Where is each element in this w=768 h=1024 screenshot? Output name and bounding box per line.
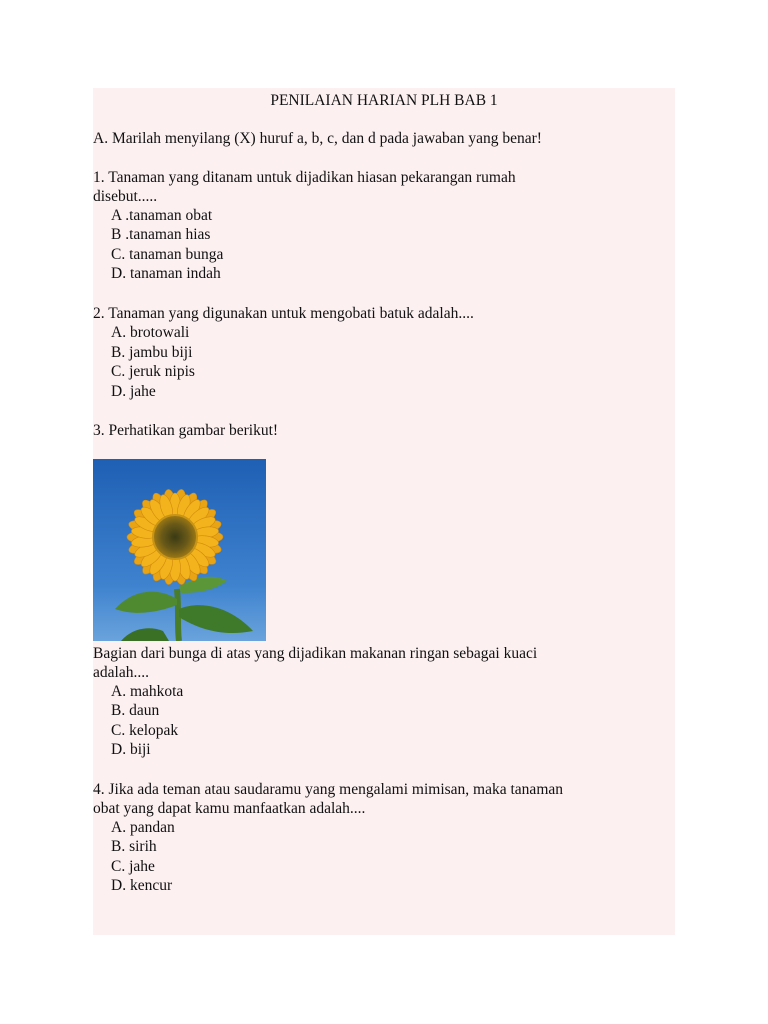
question-2-text: 2. Tanaman yang digunakan untuk mengobati batuk adalah.... <box>93 305 474 322</box>
question-3-option-b: B. daun <box>111 702 160 719</box>
question-3-text-cont-2: adalah.... <box>93 664 149 681</box>
question-1-text-cont: disebut..... <box>93 188 158 205</box>
question-3-option-c: C. kelopak <box>111 722 179 739</box>
instruction: A. Marilah menyilang (X) huruf a, b, c, dan d pada jawaban yang benar! <box>93 130 542 147</box>
question-3-text: 3. Perhatikan gambar berikut! <box>93 422 279 439</box>
question-4-option-c: C. jahe <box>111 858 155 875</box>
question-2-option-c: C. jeruk nipis <box>111 363 195 380</box>
question-2-option-d: D. jahe <box>111 383 156 400</box>
sunflower-photo <box>93 459 266 641</box>
question-4-option-d: D. kencur <box>111 877 173 894</box>
question-1-option-b: B .tanaman hias <box>111 226 211 243</box>
question-4-option-b: B. sirih <box>111 838 157 855</box>
question-4-text-cont: obat yang dapat kamu manfaatkan adalah.... <box>93 800 366 817</box>
question-1-option-c: C. tanaman bunga <box>111 246 224 263</box>
question-3-option-d: D. biji <box>111 741 151 758</box>
question-1-option-d: D. tanaman indah <box>111 265 221 282</box>
question-3-option-a: A. mahkota <box>111 683 184 700</box>
worksheet-page <box>93 88 675 935</box>
question-4-option-a: A. pandan <box>111 819 175 836</box>
question-4-text: 4. Jika ada teman atau saudaramu yang mengalami mimisan, maka tanaman <box>93 781 564 798</box>
sunflower-icon <box>93 459 266 641</box>
question-2-option-a: A. brotowali <box>111 324 190 341</box>
question-1-option-a: A .tanaman obat <box>111 207 213 224</box>
page-title: PENILAIAN HARIAN PLH BAB 1 <box>270 92 498 109</box>
question-3-text-cont: Bagian dari bunga di atas yang dijadikan makanan ringan sebagai kuaci <box>93 645 538 662</box>
question-2-option-b: B. jambu biji <box>111 344 193 361</box>
question-1-text: 1. Tanaman yang ditanam untuk dijadikan hiasan pekarangan rumah <box>93 169 516 186</box>
